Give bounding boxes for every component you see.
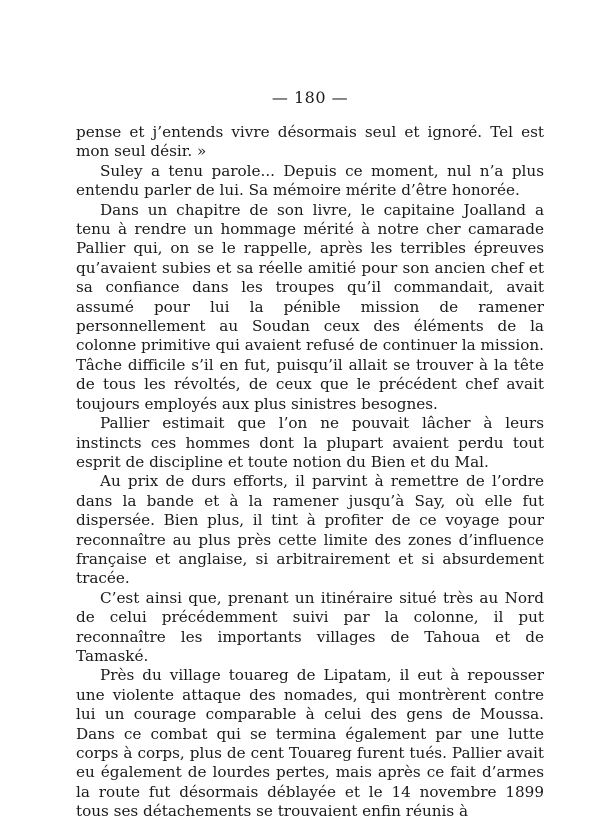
paragraph-6: C’est ainsi que, prenant un itinéraire situé très au Nord de celui précédemment suivi par la colonne, il put reconnaître les importants villages de Tahoua et de Tamaské. — [76, 588, 544, 665]
paragraph-4: Pallier estimait que l’on ne pouvait lâcher à leurs instincts ces hommes dont la plupart avaient perdu tout esprit de discipline et toute notion du Bien et du Mal. — [76, 414, 544, 471]
paragraph-1: pense et j’entends vivre désormais seul et ignoré. Tel est mon seul désir. » — [76, 123, 544, 161]
paragraph-3: Dans un chapitre de son livre, le capitaine Joalland a tenu à rendre un hommage mérité à notre cher camarade Pallier qui, on se le rappelle, après les terribles épreuves qu’avaient subies et sa réelle amitié pour son ancien chef et sa confiance dans les troupes qu’il commandait, avait assumé pour lui la pénible mission de ramener personnellement au Soudan ceux des éléments de la colonne primitive qui avaient refusé de continuer la mission. Tâche difficile s’il en fut, puisqu’il allait se trouver à la tête de tous les révoltés, de ceux que le précédent chef avait toujours employés aux plus sinistres besognes. — [76, 200, 544, 413]
page-number: — 180 — — [271, 88, 349, 107]
paragraph-7: Près du village touareg de Lipatam, il eut à repousser une violente attaque des nomades, qui montrèrent contre lui un courage comparable à celui des gens de Moussa. Dans ce combat qui se termina également par une lutte corps à corps, plus de cent Touareg furent tués. Pallier avait eu également de lourdes pertes, mais après ce fait d’armes la route fut désormais déblayée et le 14 novembre 1899 tous ses détachements se trouvaient enfin réunis à — [76, 666, 544, 821]
paragraph-2: Suley a tenu parole... Depuis ce moment, nul n’a plus entendu parler de lui. Sa mémoire mérite d’être honorée. — [76, 161, 544, 200]
paragraph-5: Au prix de durs efforts, il parvint à remettre de l’ordre dans la bande et à la ramener jusqu’à Say, où elle fut dispersée. Bien plus, il tint à profiter de ce voyage pour reconnaître au plus près cette limite des zones d’influence française et anglaise, si arbitrairement et si absurdement tracée. — [76, 472, 544, 588]
